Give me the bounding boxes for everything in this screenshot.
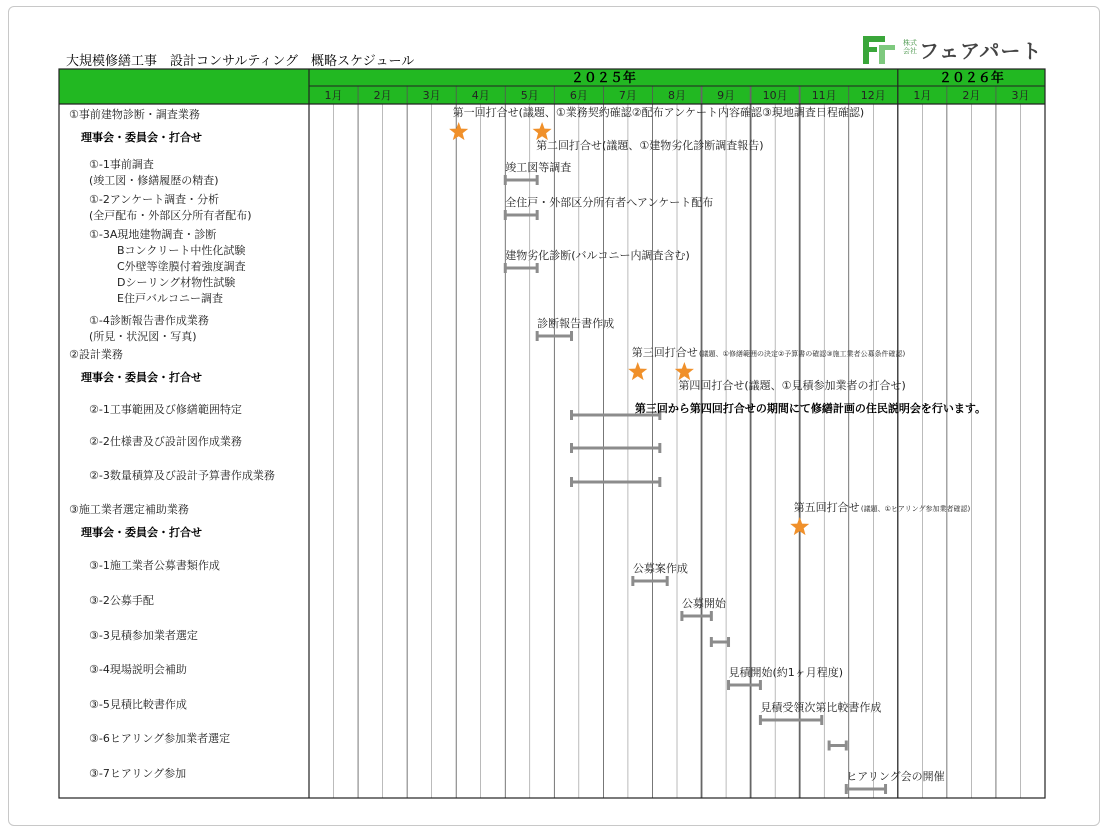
month-label: 3月 — [422, 89, 441, 102]
month-label: 2月 — [962, 89, 981, 102]
meeting-agenda: (議題、①修繕範囲の決定②予算書の確認③施工業者公募条件確認) — [698, 350, 906, 358]
month-label: 9月 — [717, 89, 736, 102]
meeting-star-icon — [675, 362, 694, 380]
meeting-label: 第四回打合せ(議題、①見積参加業者の打合せ) — [678, 379, 906, 392]
task-label: ③-2公募手配 — [89, 594, 154, 607]
schedule-bar — [570, 443, 661, 453]
section-title: ①事前建物診断・調査業務 — [69, 108, 200, 121]
task-label: ①-2アンケート調査・分析 — [89, 193, 220, 206]
bar-label: 診断報告書作成 — [537, 317, 615, 330]
section-title: ②設計業務 — [69, 348, 123, 361]
meeting-label: 第三回打合せ — [631, 346, 698, 359]
schedule-page — [8, 6, 1100, 826]
bar-end-cap — [536, 175, 539, 185]
schedule-bar — [710, 637, 730, 647]
bar-end-cap — [759, 680, 762, 690]
bar-end-cap — [884, 784, 887, 794]
bar-start-cap — [570, 410, 573, 420]
bar-start-cap — [570, 443, 573, 453]
schedule-bar — [504, 210, 539, 220]
meeting-label: 第二回打合せ(議題、①建物劣化診断調査報告) — [536, 139, 764, 152]
bar-start-cap — [536, 331, 539, 341]
bar-start-cap — [710, 637, 713, 647]
year-label: ２０２６年 — [938, 71, 1004, 86]
bar-start-cap — [504, 263, 507, 273]
task-label: ②-2仕様書及び設計図作成業務 — [89, 435, 242, 448]
month-label: 4月 — [471, 89, 490, 102]
bar-label: 竣工図等調査 — [505, 161, 572, 174]
month-label: 1月 — [913, 89, 932, 102]
bar-end-cap — [536, 263, 539, 273]
task-label: C外壁等塗膜付着強度調査 — [117, 260, 246, 273]
bar-end-cap — [820, 715, 823, 725]
gantt-chart — [9, 7, 1099, 825]
meeting-label: 第一回打合せ(議題、①業務契約確認②配布アンケート内容確認③現地調査日程確認) — [452, 106, 865, 119]
task-label: 理事会・委員会・打合せ — [81, 526, 202, 539]
bar-end-cap — [727, 637, 730, 647]
bar-start-cap — [828, 741, 831, 751]
resident-meeting-note: 第三回から第四回打合せの期間にて修繕計画の住民説明会を行います。 — [634, 402, 986, 415]
task-label: ③-7ヒアリング参加 — [89, 767, 187, 780]
meeting-label: 第五回打合せ — [793, 501, 860, 514]
task-label: ③-3見積参加業者選定 — [89, 629, 198, 642]
bar-label: 全住戸・外部区分所有者へアンケート配布 — [505, 196, 714, 209]
month-label: 7月 — [618, 89, 637, 102]
schedule-bar — [727, 680, 762, 690]
year-label: ２０２５年 — [570, 71, 636, 86]
month-label: 10月 — [762, 89, 788, 102]
bar-label: 見積受領次第比較書作成 — [760, 701, 882, 714]
bar-start-cap — [631, 576, 634, 586]
task-label: ②-3数量積算及び設計予算書作成業務 — [89, 469, 275, 482]
task-label: ①-1事前調査 — [89, 158, 154, 171]
bar-start-cap — [845, 784, 848, 794]
month-label: 1月 — [324, 89, 343, 102]
meeting-star-icon — [533, 122, 552, 140]
month-label: 3月 — [1011, 89, 1030, 102]
bar-label: 建物劣化診断(バルコニー内調査含む) — [505, 249, 690, 262]
task-label: ③-4現場説明会補助 — [89, 663, 187, 676]
month-label: 8月 — [668, 89, 686, 102]
bar-start-cap — [504, 175, 507, 185]
bar-end-cap — [845, 741, 848, 751]
section-title: ③施工業者選定補助業務 — [69, 503, 189, 516]
logo-name: フェアパート — [919, 39, 1043, 63]
bar-start-cap — [680, 611, 683, 621]
bar-end-cap — [658, 443, 661, 453]
meeting-agenda: (議題、①ヒアリング参加業者確認) — [860, 505, 971, 513]
bar-end-cap — [710, 611, 713, 621]
task-label: Dシーリング材物性試験 — [117, 276, 236, 289]
meeting-star-icon — [449, 122, 468, 140]
bar-start-cap — [759, 715, 762, 725]
task-label: ③-1施工業者公募書類作成 — [89, 559, 220, 572]
task-label: 理事会・委員会・打合せ — [81, 371, 202, 384]
schedule-bar — [504, 263, 539, 273]
task-label: E住戸バルコニー調査 — [117, 292, 223, 305]
bar-label: 見積開始(約1ヶ月程度) — [728, 666, 844, 679]
bar-start-cap — [504, 210, 507, 220]
month-label: 12月 — [860, 89, 886, 102]
task-label: 理事会・委員会・打合せ — [81, 131, 202, 144]
schedule-bar — [570, 477, 661, 487]
task-label: (所見・状況図・写真) — [89, 330, 197, 343]
schedule-bar — [759, 715, 823, 725]
logo-subtitle: 株式会社 — [903, 39, 917, 55]
month-label: 2月 — [373, 89, 392, 102]
schedule-bar — [504, 175, 539, 185]
bar-end-cap — [570, 331, 573, 341]
bar-label: 公募案作成 — [632, 562, 688, 575]
task-label: ②-1工事範囲及び修繕範囲特定 — [89, 403, 242, 416]
document-title: 大規模修繕工事 設計コンサルティング 概略スケジュール — [66, 54, 415, 69]
bar-start-cap — [570, 477, 573, 487]
bar-end-cap — [658, 477, 661, 487]
schedule-bar — [828, 741, 848, 751]
task-label: ③-5見積比較書作成 — [89, 698, 187, 711]
schedule-bar — [845, 784, 887, 794]
month-label: 6月 — [569, 89, 588, 102]
task-label: Bコンクリート中性化試験 — [117, 244, 246, 257]
task-label: ①-4診断報告書作成業務 — [89, 314, 209, 327]
bar-label: ヒアリング会の開催 — [846, 770, 945, 783]
month-label: 5月 — [520, 89, 539, 102]
bar-end-cap — [536, 210, 539, 220]
schedule-bar — [631, 576, 668, 586]
task-label: (竣工図・修繕履歴の精査) — [89, 174, 219, 187]
bar-start-cap — [727, 680, 730, 690]
task-label: ③-6ヒアリング参加業者選定 — [89, 732, 231, 745]
task-label: ①-3A現地建物調査・診断 — [89, 228, 217, 241]
bar-label: 公募開始 — [681, 597, 726, 610]
task-label: (全戸配布・外部区分所有者配布) — [89, 209, 252, 222]
month-label: 11月 — [811, 89, 837, 102]
schedule-bar — [680, 611, 712, 621]
bar-end-cap — [666, 576, 669, 586]
meeting-star-icon — [628, 362, 647, 380]
